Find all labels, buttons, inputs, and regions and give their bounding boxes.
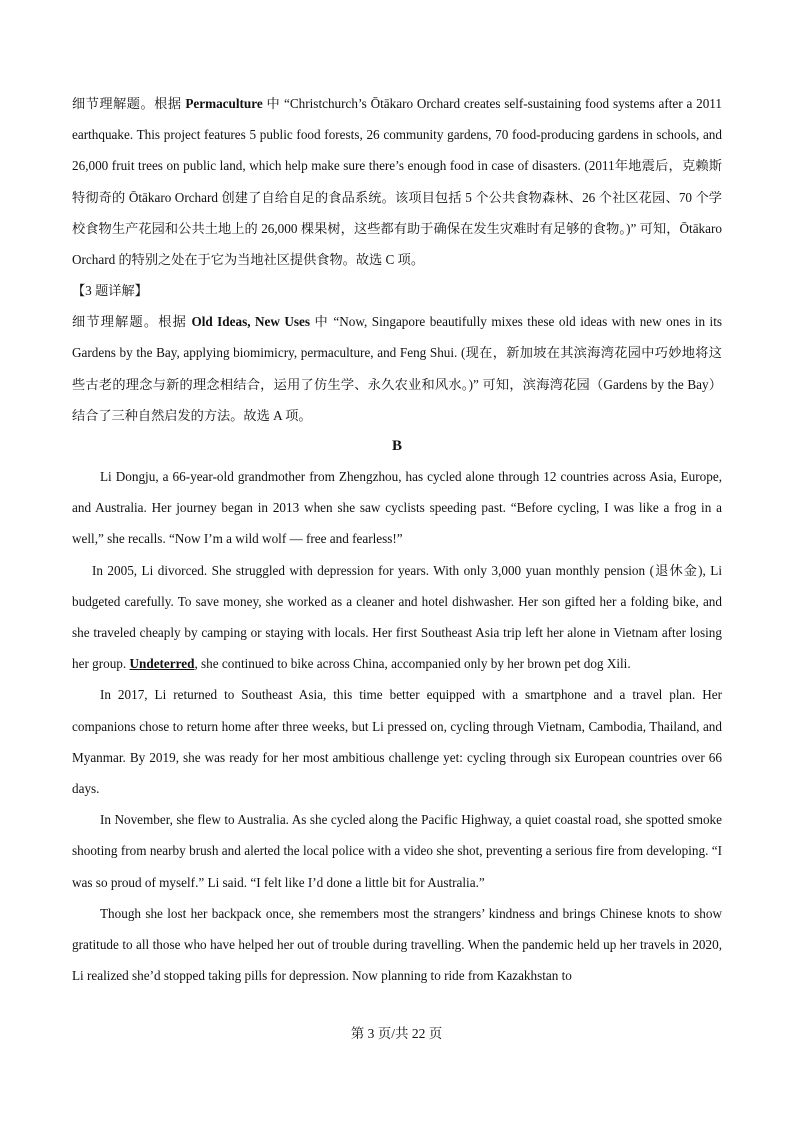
analysis-prefix: 细节理解题。根据 <box>72 96 186 111</box>
section-keyword: Permaculture <box>185 96 263 111</box>
section-keyword: Old Ideas, New Uses <box>191 314 311 330</box>
analysis-question-3 <box>72 306 722 431</box>
analysis-text: 中 “Now, Singapore beautifully mixes these old ideas with new ones in its Gardens by the Bay, applying biomimicry, permaculture, and Feng Shui. (现在，新加坡在其滨海湾花园中巧妙地将这些古老的理念与新的理念相结合，运用了仿生学、永久农业和风水。)” 可知，滨海湾花园（Gardens by the Bay）结合了三种自然启发的方法。故选 A 项。 <box>72 314 722 423</box>
passage-paragraph-2 <box>72 555 722 680</box>
analysis-prefix: 细节理解题。根据 <box>72 314 192 330</box>
passage-paragraph-4: In November, she flew to Australia. As she cycled along the Pacific Highway, a quiet coastal road, she spotted smoke shooting from nearby brush and alerted the local police with a video she shot, preventing a serious fire from developing. “I was so proud of myself.” Li said. “I felt like I’d done a little bit for Australia.” <box>72 812 722 890</box>
section-letter: B <box>391 438 402 455</box>
document-body <box>72 88 722 991</box>
passage-paragraph-1: Li Dongju, a 66-year-old grandmother from Zhengzhou, has cycled alone through 12 countries across Asia, Europe, and Australia. Her journey began in 2013 when she saw cyclists speeding past. “Before cycling, I was like a frog in a well,” she recalls. “Now I’m a wild wolf — free and fearless!” <box>72 469 722 547</box>
passage-paragraph-3: In 2017, Li returned to Southeast Asia, this time better equipped with a smartphone and a travel plan. Her companions chose to return home after three weeks, but Li pressed on, cycling through Vietnam, Cambodia, Thailand, and Myanmar. By 2019, she was ready for her most ambitious challenge yet: cycling through six European countries over 66 days. <box>72 687 722 797</box>
analysis-question-2 <box>72 88 722 275</box>
analysis-text: 中 “Christchurch’s Ōtākaro Orchard creates self-sustaining food systems after a 2011 earthquake. This project features 5 public food forests, 26 community gardens, 70 food-producing gardens in schools, and 26,000 fruit trees on public land, which help make sure there’s enough food in case of disasters. (2011年地震后，克赖斯特彻奇的 Ōtākaro Orchard 创建了自给自足的食品系统。该项目包括 5 个公共食物森林、26 个社区花园、70 个学校食物生产花园和公共土地上的 26,000 棵果树，这些都有助于确保在发生灾难时有足够的食物。)” 可知，Ōtākaro Orchard 的特别之处在于它为当地社区提供食物。故选 C 项。 <box>72 96 722 268</box>
paragraph-text: In 2005, Li divorced. She struggled with depression for years. With only 3,000 yuan monthly pension (退休金), Li budgeted carefully. To save money, she worked as a cleaner and hotel dishwasher. Her son gifted her a folding bike, and she traveled cheaply by camping or staying with locals. Her first Southeast Asia trip left her alone in Vietnam after losing her group. <box>72 562 722 672</box>
question-3-heading: 【3 题详解】 <box>72 283 148 299</box>
underlined-word: Undeterred <box>129 656 195 672</box>
paragraph-text: , she continued to bike across China, accompanied only by her brown pet dog Xili. <box>194 656 631 672</box>
page-number-footer: 第 3 页/共 22 页 <box>350 1026 443 1041</box>
passage-paragraph-5: Though she lost her backpack once, she remembers most the strangers’ kindness and brings Chinese knots to show gratitude to all those who have helped her out of trouble during travelling. When the pandemic held up her travels in 2020, Li realized she’d stopped taking pills for depression. Now planning to ride from Kazakhstan to <box>72 905 722 984</box>
